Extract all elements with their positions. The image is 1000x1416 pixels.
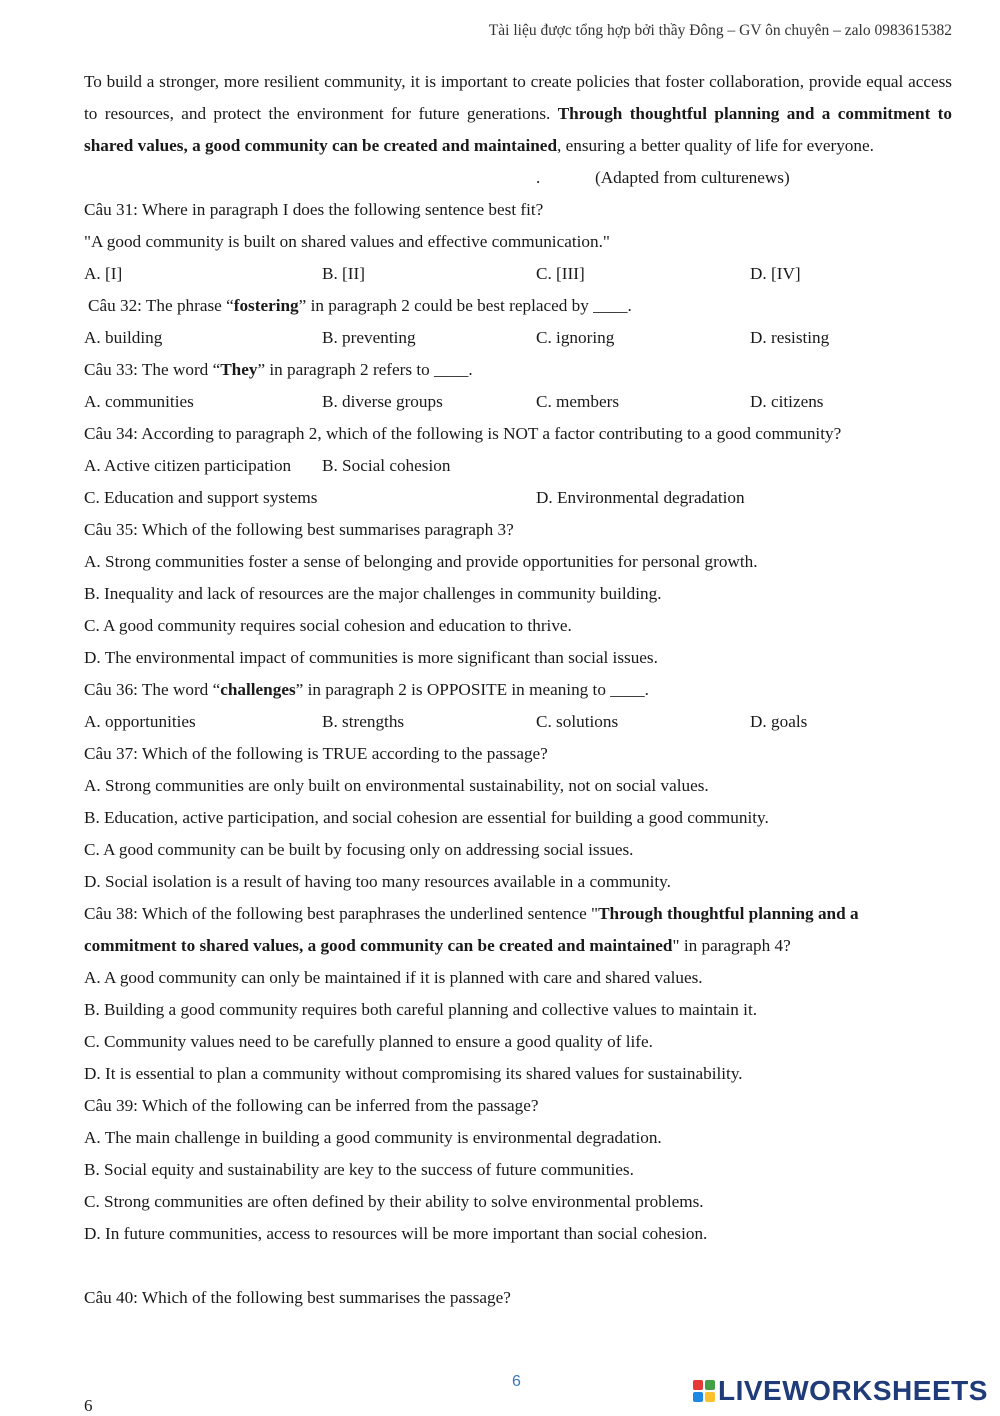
option-d[interactable]: D. Social isolation is a result of having too many resources available in a community. [84,872,671,891]
question-37-stem: Câu 37: Which of the following is TRUE according to the passage? [84,744,548,763]
page-number-left: 6 [84,1396,93,1415]
question-32-options [84,322,952,354]
option-d[interactable]: D. [IV] [750,264,801,283]
option-a[interactable]: A. opportunities [84,712,196,731]
question-31-quote: "A good community is built on shared values and effective communication." [84,232,610,251]
option-c[interactable]: C. Strong communities are often defined by their ability to solve environmental problems. [84,1192,704,1211]
option-b[interactable]: B. Social cohesion [322,456,451,475]
q33-post: ” in paragraph 2 refers to ____. [257,360,473,379]
option-d[interactable]: D. citizens [750,392,824,411]
option-d[interactable]: D. The environmental impact of communities is more significant than social issues. [84,648,658,667]
q38-bold-part1: Through thoughtful planning and a [598,904,859,923]
liveworksheets-logo-text: LIVEWORKSHEETS [718,1375,988,1406]
question-38-stem-line2 [84,930,952,962]
passage-text-1: To build a stronger, more resilient community, it is important to create policies that foster collaboration, provide equal access to resources, and protect the environment for future generations. [84,72,952,123]
option-c[interactable]: C. [III] [536,264,585,283]
q36-post: ” in paragraph 2 is OPPOSITE in meaning to ____. [295,680,649,699]
option-a[interactable]: A. Strong communities foster a sense of belonging and provide opportunities for personal growth. [84,552,758,571]
logo-square-4 [705,1392,715,1402]
option-b[interactable]: B. strengths [322,712,405,731]
passage-bold-sentence: Through thoughtful planning and a commitment to shared values, a good community can be created and maintained [84,104,952,155]
page-number-center: 6 [512,1373,521,1390]
option-c[interactable]: C. ignoring [536,328,615,347]
question-34-options-row2 [84,482,952,514]
option-b[interactable]: B. [II] [322,264,365,283]
q32-keyword: fostering [233,296,299,315]
option-a[interactable]: A. building [84,328,163,347]
option-a[interactable]: A. Strong communities are only built on environmental sustainability, not on social values. [84,776,709,795]
option-c[interactable]: C. Education and support systems [84,488,318,507]
q38-bold-part2: commitment to shared values, a good community can be created and maintained [84,936,673,955]
logo-square-2 [705,1380,715,1390]
question-33-stem [84,354,952,386]
question-36-stem [84,674,952,706]
q38-post: " in paragraph 4? [672,936,791,955]
passage-text-2: , ensuring a better quality of life for everyone. [557,136,874,155]
q36-keyword: challenges [220,680,296,699]
option-b[interactable]: B. Building a good community requires both careful planning and collective values to maintain it. [84,1000,758,1019]
option-c[interactable]: C. members [536,392,620,411]
option-c[interactable]: C. Community values need to be carefully planned to ensure a good quality of life. [84,1032,653,1051]
question-35-stem: Câu 35: Which of the following best summarises paragraph 3? [84,520,514,539]
option-a[interactable]: A. A good community can only be maintained if it is planned with care and shared values. [84,968,703,987]
passage-paragraph [84,66,952,162]
question-34-options-row1 [84,450,952,482]
question-36-options [84,706,952,738]
option-c[interactable]: C. A good community can be built by focusing only on addressing social issues. [84,840,634,859]
logo-square-1 [693,1380,703,1390]
option-a[interactable]: A. The main challenge in building a good community is environmental degradation. [84,1128,662,1147]
liveworksheets-logo[interactable] [693,1376,988,1406]
question-32-stem [84,290,952,322]
logo-square-3 [693,1392,703,1402]
option-b[interactable]: B. preventing [322,328,416,347]
question-33-options [84,386,952,418]
option-c[interactable]: C. A good community requires social cohesion and education to thrive. [84,616,572,635]
source-line [84,162,952,194]
spacer [84,1250,952,1282]
option-d[interactable]: D. Environmental degradation [536,488,745,507]
page-header: Tài liệu được tổng hợp bởi thầy Đông – GV ôn chuyên – zalo 0983615382 [488,22,952,39]
q38-pre: Câu 38: Which of the following best paraphrases the underlined sentence " [84,904,599,923]
option-b[interactable]: B. Social equity and sustainability are key to the success of future communities. [84,1160,634,1179]
question-34-stem: Câu 34: According to paragraph 2, which of the following is NOT a factor contributing to a good community? [84,424,842,443]
q33-keyword: They [220,360,258,379]
option-a[interactable]: A. Active citizen participation [84,456,292,475]
question-31-options [84,258,952,290]
option-b[interactable]: B. Education, active participation, and social cohesion are essential for building a good community. [84,808,769,827]
question-40-stem: Câu 40: Which of the following best summarises the passage? [84,1288,511,1307]
source-citation: (Adapted from culturenews) [595,168,790,187]
option-c[interactable]: C. solutions [536,712,619,731]
option-d[interactable]: D. resisting [750,328,830,347]
q32-pre: Câu 32: The phrase “ [88,296,234,315]
q32-post: ” in paragraph 2 could be best replaced by ____. [298,296,632,315]
q33-pre: Câu 33: The word “ [84,360,221,379]
option-d[interactable]: D. goals [750,712,808,731]
option-a[interactable]: A. [I] [84,264,123,283]
question-31-stem: Câu 31: Where in paragraph I does the following sentence best fit? [84,200,544,219]
document-body [84,66,952,1314]
question-38-stem-line1 [84,898,952,930]
q36-pre: Câu 36: The word “ [84,680,221,699]
source-dot: . [536,168,541,187]
option-a[interactable]: A. communities [84,392,194,411]
option-b[interactable]: B. diverse groups [322,392,443,411]
option-b[interactable]: B. Inequality and lack of resources are the major challenges in community building. [84,584,662,603]
liveworksheets-logo-icon [693,1380,715,1402]
question-39-stem: Câu 39: Which of the following can be inferred from the passage? [84,1096,539,1115]
option-d[interactable]: D. It is essential to plan a community without compromising its shared values for sustainability. [84,1064,743,1083]
option-d[interactable]: D. In future communities, access to resources will be more important than social cohesion. [84,1224,708,1243]
